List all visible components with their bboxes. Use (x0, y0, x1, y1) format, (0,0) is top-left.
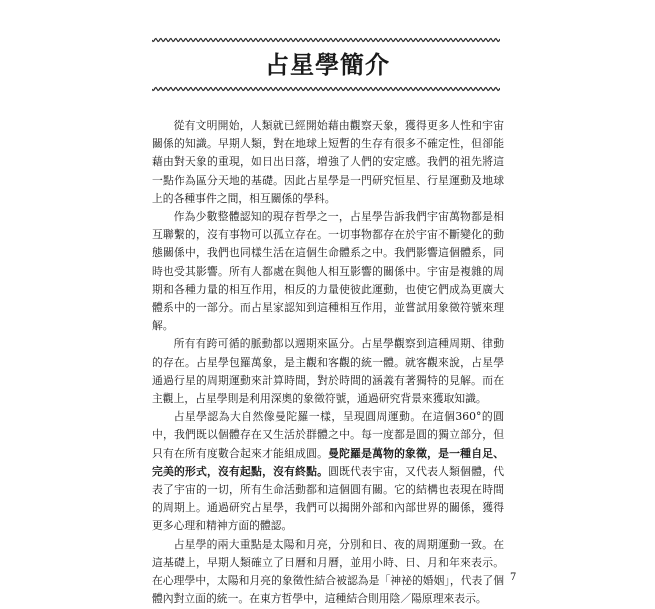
paragraph (152, 536, 504, 609)
paragraph-text: 所有有跨可循的脈動都以週期來區分。占星學觀察到這種周期、律動的存在。占星學包羅萬象，是主觀和客觀的統一體。就客觀來說，占星學通過行星的周期運動來計算時間，對於時間的涵義有著獨特的見解。而在主觀上，占星學則是利用深奧的象徵符號，通過研究背景來獲取知識。 (152, 337, 504, 406)
page-title: 占星學簡介 (265, 50, 390, 79)
paragraph (152, 335, 504, 408)
paragraph-text: 從有文明開始，人類就已經開始藉由觀察天象，獲得更多人性和宇宙關係的知識。早期人類，對在地球上短暫的生存有很多不確定性，但卻能藉由對天象的重現，如日出日落，增強了人們的安定感。我們的祖先將這一點作為區分天地的基礎。因此占星學是一門研究恒星、行星運動及地球上的各種事件之間，相互關係的學科。 (152, 119, 504, 205)
bold-text: 曼陀羅是萬物的象徵，是一種自足、完美的形式，沒有起點，沒有終點。 (152, 446, 505, 478)
page-number: 7 (510, 572, 517, 583)
paragraph-text: 占星學認為大自然像曼陀羅一樣，呈現圓周運動。在這個360°的圓中，我們既以個體存在又生活於群體之中。每一度都是圓的獨立部分，但只有在所有度數合起來才能組成圓。 (152, 410, 504, 460)
paragraph (152, 117, 504, 208)
body-text (152, 117, 504, 608)
top-wavy-rule (152, 37, 500, 43)
paragraph (152, 208, 504, 335)
paragraph (152, 408, 504, 535)
paragraph-text: 作為少數整體認知的現存哲學之一，占星學告訴我們宇宙萬物都是相互聯繫的，沒有事物可以孤立存在。一切事物都存在於宇宙不斷變化的動態關係中，我們也同樣生活在這個生命體系之中。我們影響這個體系，同時也受其影響。所有人都處在與他人相互影響的關係中。宇宙是複雜的周期和各種力量的相互作用，相反的力量使彼此運動，也使它們成為更廣大體系中的一部分。而占星家認知到這種相互作用，並嘗試用象徵符號來理解。 (152, 210, 504, 333)
paragraph-text: 占星學的兩大重點是太陽和月亮，分別和日、夜的周期運動一致。在這基礎上，早期人類確立了日曆和月曆，並用小時、日、月和年來表示。在心理學中，太陽和月亮的象徵性結合被認為是「神祕的婚姻」，代表了個體內對立面的統一。在東方哲學中，這種結合則用陰／陽原理來表示。 (152, 537, 504, 606)
paragraph-text: 圓既代表宇宙，又代表人類個體，代表了宇宙的一切，所有生命活動都和這個圓有關。它的結構也表現在時間的周期上。通過研究占星學，我們可以揭開外部和內部世界的關係，獲得更多心理和精神方面的體認。 (152, 464, 505, 533)
bottom-wavy-rule (152, 86, 500, 92)
